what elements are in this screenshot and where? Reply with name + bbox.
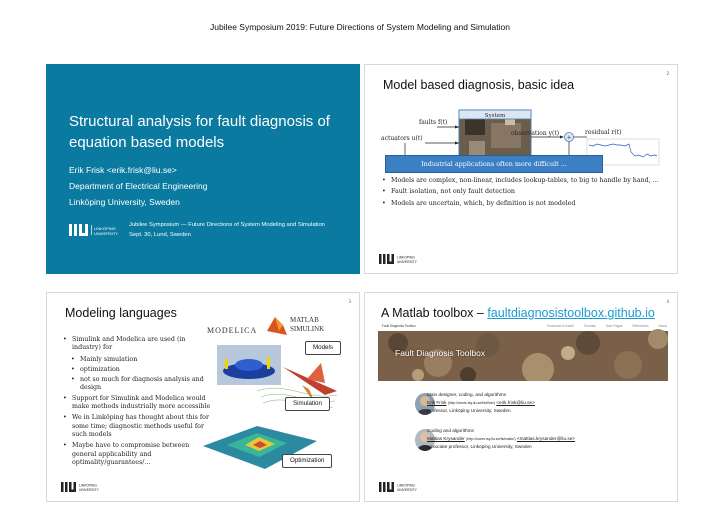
university: Linköping University, Sweden [69, 197, 180, 207]
svg-text:UNIVERSITY: UNIVERSITY [397, 260, 417, 264]
liu-logo-icon [379, 481, 423, 493]
list-item: • Models are uncertain, which, by definition is not modeled [382, 200, 664, 208]
person-role: Main designer, coding, and algorithms [427, 392, 506, 397]
person-name-link[interactable]: Erik Frisk [427, 400, 447, 405]
department: Department of Electrical Engineering [69, 181, 208, 191]
page-number: 3 [348, 299, 351, 304]
svg-text:UNIVERSITY: UNIVERSITY [79, 488, 99, 492]
slide-2-bullets [382, 177, 664, 211]
nav-user-pages[interactable]: User Pages [605, 324, 623, 328]
slide-1-title [46, 64, 360, 274]
svg-text:LINKÖPING: LINKÖPING [79, 483, 97, 488]
slide-1-author-block [69, 163, 207, 211]
logo-text-2: UNIVERSITY [94, 231, 119, 236]
toolbox-link[interactable]: faultdiagnosistoolbox.github.io [487, 306, 655, 320]
aircraft-simulation-image [283, 367, 337, 395]
list-item: • not so much for diagnosis analysis and design [63, 376, 213, 393]
liu-logo-icon [61, 481, 105, 493]
slide-3-modeling [46, 292, 360, 502]
nav-tutorials[interactable]: Tutorials [583, 324, 596, 328]
slide-3-bullets [63, 336, 213, 470]
list-item: • Simulink and Modelica are used (in industry) for [63, 336, 213, 353]
author-name: Erik Frisk <erik.frisk@liu.se> [69, 165, 177, 175]
list-item: • Fault isolation, not only fault detection [382, 188, 664, 196]
person-email[interactable]: <mattias.krysander@liu.se> [516, 436, 576, 441]
modelica-logo: MODELICA [207, 326, 258, 335]
event-date: Sept. 30, Lund, Sweden [129, 232, 191, 238]
nav-home[interactable]: Fault Diagnosis Toolbox [382, 324, 416, 328]
actuators-label: actuators u(t) [381, 135, 423, 142]
nav-about[interactable]: About [658, 324, 667, 328]
person-erik [427, 391, 535, 415]
matlab-logo-text: MATLAB [290, 316, 319, 324]
slide-2-diagnosis [364, 64, 678, 274]
svg-text:LINKÖPING: LINKÖPING [397, 483, 415, 488]
document-header: Jubilee Symposium 2019: Future Directions of System Modeling and Simulation [209, 22, 510, 32]
title-prefix: A Matlab toolbox – [381, 306, 488, 320]
list-item: • Maybe have to compromise between general applicability and optimality/guarantees/... [63, 442, 213, 467]
optimization-label: Optimization [282, 454, 332, 468]
page-number: 2 [666, 71, 669, 76]
logo-text-1: LINKÖPING [94, 226, 116, 231]
slide-3-heading: Modeling languages [65, 306, 177, 320]
nav-download[interactable]: Download & Install [547, 324, 574, 328]
system-label: System [484, 113, 506, 119]
simulation-label: Simulation [285, 397, 330, 411]
list-item: • Models are complex, non-linear, includes lookup-tables, to big to handle by hand, ... [382, 177, 664, 185]
person-contact [427, 399, 535, 407]
slide-1-heading: Structural analysis for fault diagnosis of equation based models [69, 113, 330, 151]
models-label: Models [305, 341, 341, 355]
modeling-illustrations [197, 311, 357, 481]
page-number: 4 [666, 299, 669, 304]
list-item: • optimization [63, 366, 213, 374]
slide-4-toolbox [364, 292, 678, 502]
slide-1-event [129, 220, 325, 240]
person-role: Coding and algorithms [427, 428, 474, 433]
list-item: • Mainly simulation [63, 356, 213, 364]
person-url[interactable]: (http://users.isy.liu.se/fs/frisk/) [447, 401, 495, 405]
simulink-logo-text: SIMULINK [290, 325, 325, 333]
event-title: Jubilee Symposium — Future Directions of System Modeling and Simulation [129, 222, 325, 228]
svg-text:LINKÖPING: LINKÖPING [397, 255, 415, 260]
list-item: • Support for Simulink and Modelica would make methods industrially more accessible [63, 395, 213, 412]
faults-label: faults f(t) [419, 119, 448, 126]
person-contact [427, 435, 575, 443]
nav-references[interactable]: References [632, 324, 649, 328]
person-url[interactable]: (http://users.isy.liu.se/fs/matkr/) [466, 437, 516, 441]
svg-text:UNIVERSITY: UNIVERSITY [397, 488, 417, 492]
slide-4-heading [381, 306, 655, 320]
sum-symbol: + [566, 135, 572, 141]
list-item: • We in Linköping has thought about this for some time; diagnostic methods useful for such models [63, 414, 213, 439]
person-position: Associate professor, Linköping University, Sweden [427, 444, 532, 449]
liu-logo-icon [379, 253, 423, 265]
person-position: Professor, Linköping University, Sweden [427, 408, 511, 413]
person-mattias [427, 427, 575, 451]
slide-2-heading: Model based diagnosis, basic idea [383, 78, 575, 92]
observation-label: observation y(t) [511, 130, 560, 137]
person-name-link[interactable]: Mattias Krysander [427, 436, 465, 441]
liu-logo-icon [69, 222, 119, 238]
industrial-banner: Industrial applications often more difficult ... [385, 155, 603, 173]
residual-label: residual r(t) [585, 129, 622, 136]
toolbox-navbar [382, 324, 667, 328]
person-email[interactable]: <erik.frisk@liu.se> [496, 400, 535, 405]
hero-title: Fault Diagnosis Toolbox [395, 348, 486, 358]
